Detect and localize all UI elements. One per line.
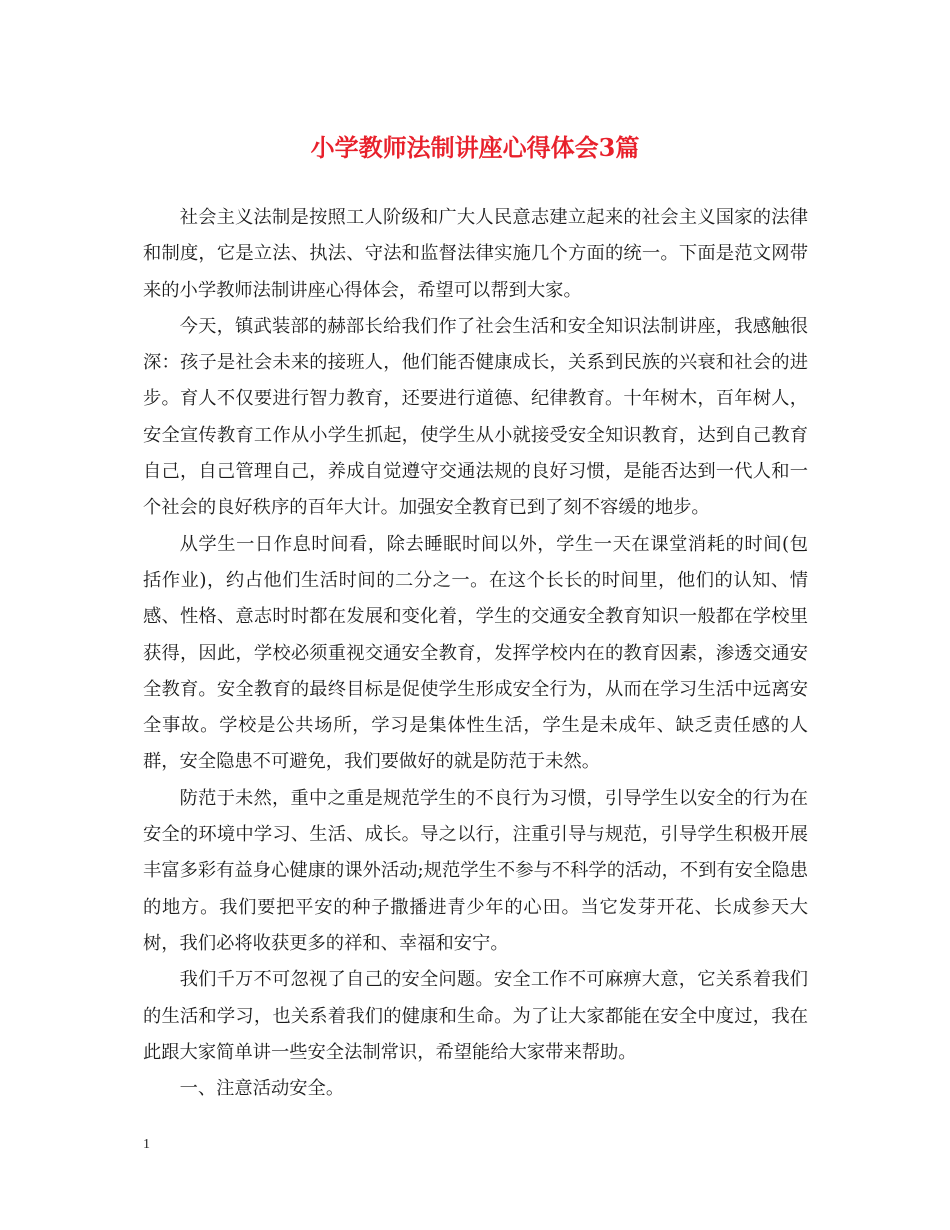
paragraph-2: 今天，镇武装部的赫部长给我们作了社会生活和安全知识法制讲座，我感触很深：孩子是社会未来的接班人，他们能否健康成长，关系到民族的兴衰和社会的进步。育人不仅要进行智力教育，还要进行道德、纪律教育。十年树木，百年树人，安全宣传教育工作从小学生抓起，使学生从小就接受安全知识教育，达到自己教育自己，自己管理自己，养成自觉遵守交通法规的良好习惯，是能否达到一代人和一个社会的良好秩序的百年大计。加强安全教育已到了刻不容缓的地步。: [143, 315, 808, 519]
document-title: 小学教师法制讲座心得体会3篇: [310, 133, 640, 162]
page-number: 1: [143, 1137, 150, 1152]
paragraph-1: 社会主义法制是按照工人阶级和广大人民意志建立起来的社会主义国家的法律和制度，它是立法、执法、守法和监督法律实施几个方面的统一。下面是范文网带来的小学教师法制讲座心得体会，希望可以帮到大家。: [143, 207, 808, 301]
document-body: [143, 200, 808, 1107]
paragraph-4: 防范于未然，重中之重是规范学生的不良行为习惯，引导学生以安全的行为在安全的环境中学习、生活、成长。导之以行，注重引导与规范，引导学生积极开展丰富多彩有益身心健康的课外活动;规范学生不参与不科学的活动，不到有安全隐患的地方。我们要把平安的种子撒播进青少年的心田。当它发芽开花、长成参天大树，我们必将收获更多的祥和、幸福和安宁。: [143, 787, 808, 954]
paragraph-6: 一、注意活动安全。: [179, 1078, 345, 1100]
paragraph-3: 从学生一日作息时间看，除去睡眠时间以外，学生一天在课堂消耗的时间(包括作业)，约占他们生活时间的二分之一。在这个长长的时间里，他们的认知、情感、性格、意志时时都在发展和变化着，学生的交通安全教育知识一般都在学校里获得，因此，学校必须重视交通安全教育，发挥学校内在的教育因素，渗透交通安全教育。安全教育的最终目标是促使学生形成安全行为，从而在学习生活中远离安全事故。学校是公共场所，学习是集体性生活，学生是未成年、缺乏责任感的人群，安全隐患不可避免，我们要做好的就是防范于未然。: [143, 533, 808, 773]
paragraph-5: 我们千万不可忽视了自己的安全问题。安全工作不可麻痹大意，它关系着我们的生活和学习，也关系着我们的健康和生命。为了让大家都能在安全中度过，我在此跟大家简单讲一些安全法制常识，希望能给大家带来帮助。: [143, 969, 808, 1063]
